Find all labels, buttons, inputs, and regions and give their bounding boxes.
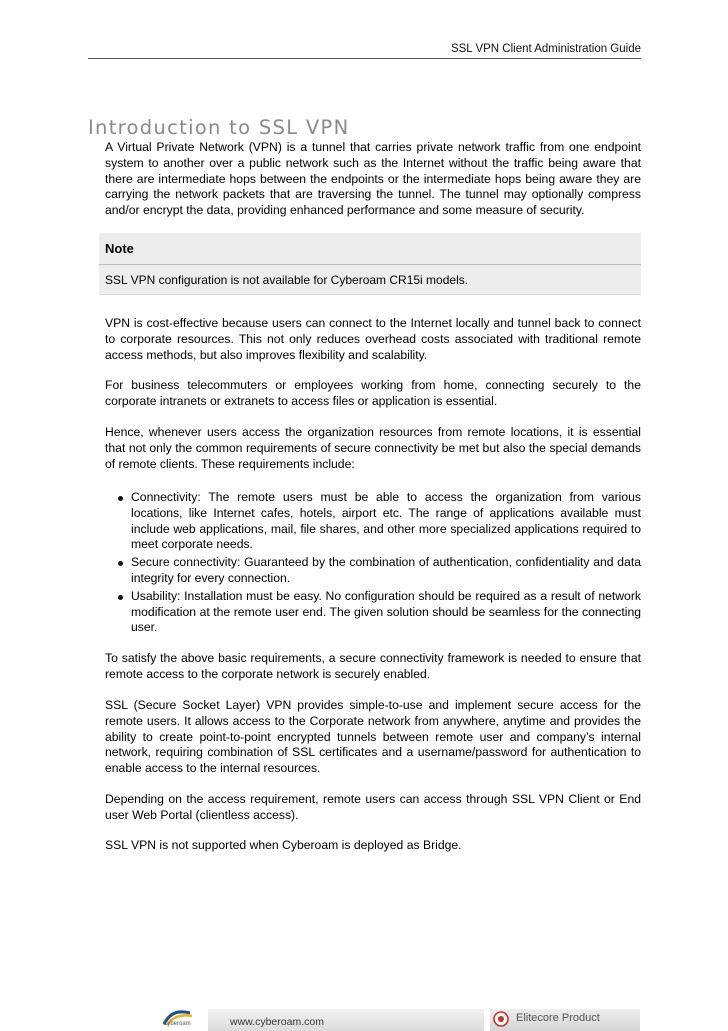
footer-url-link[interactable]: www.cyberoam.com [230, 1016, 324, 1028]
footer-logo-text: Cyberoam [163, 1021, 191, 1027]
header-divider [88, 58, 641, 59]
cost-paragraph: VPN is cost-effective because users can connect to the Internet locally and tunnel back to connect to corporate resources. This not only reduces overhead costs associated with traditional remote access methods, but also improves flexibility and scalability. [105, 316, 641, 362]
requirements-intro-section [105, 425, 641, 472]
bridge-paragraph: SSL VPN is not supported when Cyberoam is deployed as Bridge. [105, 838, 462, 852]
list-item-text: Secure connectivity: Guaranteed by the combination of authentication, confidentiality and data integrity for every connection. [131, 555, 641, 585]
requirements-list-section [107, 490, 641, 636]
telecommuters-paragraph: For business telecommuters or employees working from home, connecting securely to the corporate intranets or extranets to access files or application is essential. [105, 378, 641, 408]
list-item [107, 490, 641, 553]
note-box [99, 233, 641, 295]
header-title: SSL VPN Client Administration Guide [450, 43, 641, 55]
elitecore-logo-icon [492, 1010, 510, 1028]
page-title: Introduction to SSL VPN [88, 116, 350, 140]
requirements-list [107, 490, 641, 636]
requirements-intro-paragraph: Hence, whenever users access the organization resources from remote locations, it is essential that not only the common requirements of secure connectivity be met but also the special demands of remote clients. These requirements include: [105, 425, 641, 471]
list-item [107, 589, 641, 636]
depending-section [105, 792, 641, 824]
list-item-text: Connectivity: The remote users must be able to access the organization from various locations, like Internet cafes, hotels, airport etc. The range of applications available must include web applications, mail, file shares, and other more specialized applications required to meet corporate needs. [131, 490, 641, 552]
bullet-icon [118, 496, 123, 501]
list-item-text: Usability: Installation must be easy. No configuration should be required as a result of network modification at the remote user end. The given solution should be seamless for the connecting user. [131, 588, 641, 635]
footer-product-label: Elitecore Product [516, 1012, 600, 1024]
ssl-section [105, 698, 641, 777]
bullet-icon [118, 595, 123, 600]
telecommuters-section [105, 378, 641, 410]
intro-paragraph: A Virtual Private Network (VPN) is a tunnel that carries private network traffic from one endpoint system to another over a public network such as the Internet without the traffic being aware that there are intermediate hops between the endpoints or the intermediate hops being aware they are carrying the network packets that are traversing the tunnel. The tunnel may optionally compress and/or encrypt the data, providing enhanced performance and some measure of security. [105, 140, 641, 218]
depending-paragraph: Depending on the access requirement, remote users can access through SSL VPN Client or End user Web Portal (clientless access). [105, 792, 641, 822]
list-item [107, 555, 641, 587]
satisfy-section [105, 651, 641, 683]
note-text: SSL VPN configuration is not available for Cyberoam CR15i models. [105, 273, 469, 287]
intro-section [105, 140, 641, 219]
note-header [99, 233, 641, 265]
satisfy-paragraph: To satisfy the above basic requirements, a secure connectivity framework is needed to ensure that remote access to the corporate network is securely enabled. [105, 651, 641, 681]
cost-section [105, 316, 641, 363]
ssl-paragraph: SSL (Secure Socket Layer) VPN provides simple-to-use and implement secure access for the remote users. It allows access to the Corporate network from anywhere, anytime and provides the ability to create point-to-point encrypted tunnels between remote user and company’s internal network, requiring combination of SSL certificates and a username/password for authentication to enable access to the internal resources. [105, 698, 641, 776]
page-footer [0, 1003, 728, 1031]
note-title: Note [105, 241, 134, 256]
bullet-icon [118, 561, 123, 566]
bridge-section [105, 838, 641, 854]
